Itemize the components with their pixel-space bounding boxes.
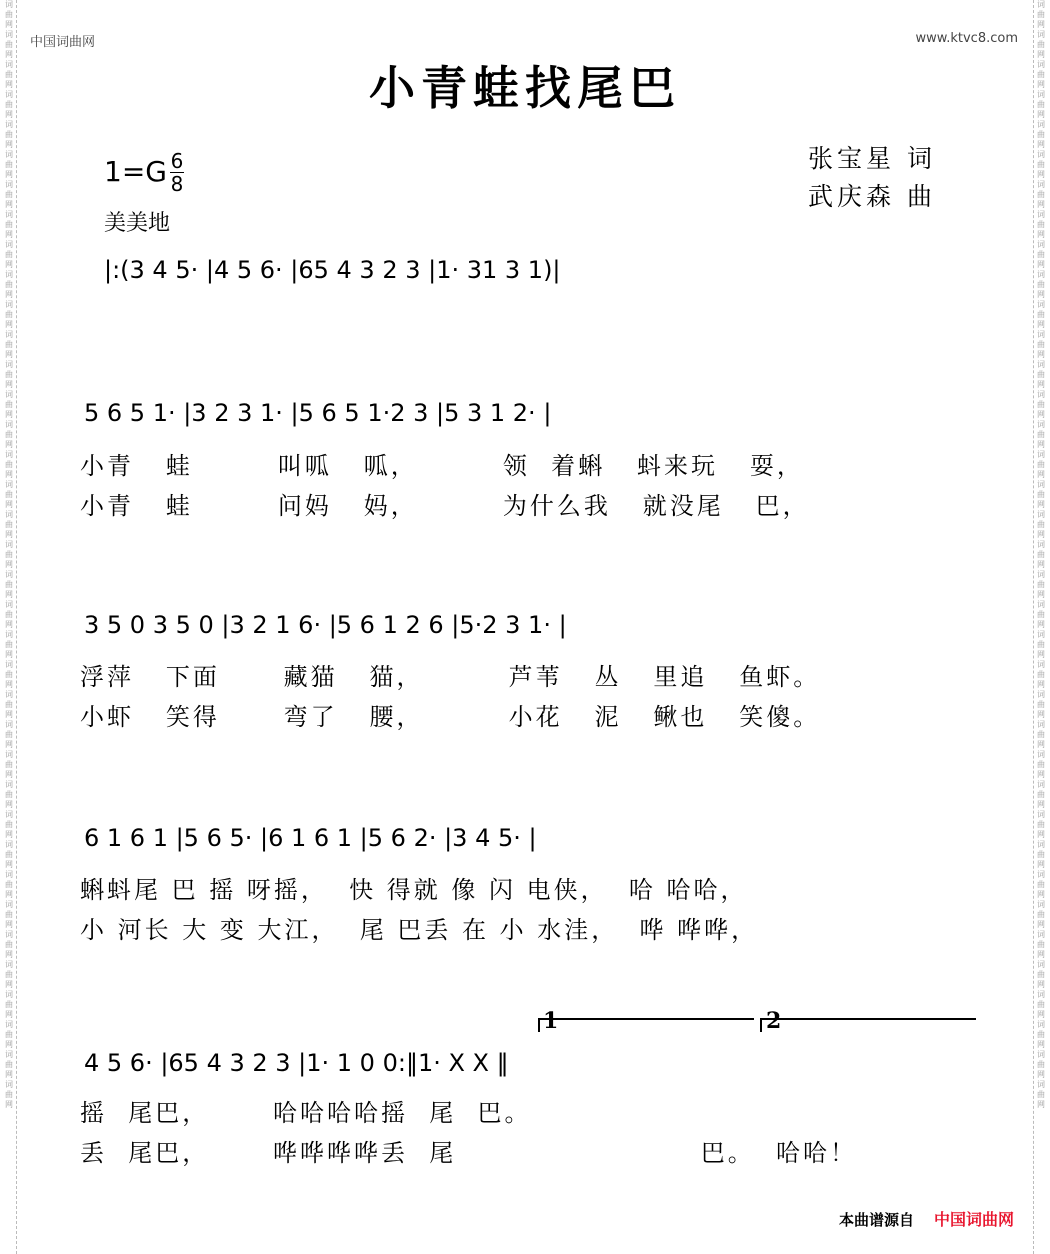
notation-line: 4 5 6· |65 4 3 2 3 |1· 1 0 0:‖1· X X ‖ — [84, 1049, 509, 1077]
footer-brand[interactable]: 中国词曲网 — [933, 1210, 1014, 1229]
notation-line: 5 6 5 1· |3 2 3 1· |5 6 5 1·2 3 |5 3 1 2· | — [84, 399, 552, 427]
notation-line: |:(3 4 5· |4 5 6· |65 4 3 2 3 |1· 31 3 1)| — [104, 256, 561, 284]
notation-line: 3 5 0 3 5 0 |3 2 1 6· |5 6 1 2 6 |5·2 3 1· | — [84, 611, 567, 639]
site-name: 中国词曲网 — [30, 35, 96, 50]
volta-1-number: 1 — [543, 1008, 559, 1034]
tempo-marking: 美美地 — [104, 211, 171, 236]
lyric-verse-1: 摇 尾巴， 哈哈哈哈摇 尾 巴。 — [80, 1099, 532, 1127]
lyric-verse-2: 小虾 笑得 弯了 腰， 小花 泥 鳅也 笑傻。 — [80, 703, 821, 731]
volta-2-number: 2 — [766, 1008, 782, 1034]
lyric-verse-2: 小青 蛙 问妈 妈， 为什么我 就没尾 巴， — [80, 492, 810, 520]
credits — [808, 140, 936, 216]
time-signature-bottom: 8 — [170, 172, 184, 196]
time-signature — [170, 150, 184, 195]
volta-2-bracket-start — [760, 1018, 762, 1032]
composer: 武庆森 曲 — [808, 182, 936, 211]
side-watermark-left: 词曲网词曲网词曲网词曲网词曲网词曲网词曲网词曲网词曲网词曲网词曲网词曲网词曲网词曲网词曲网词曲网词曲网词曲网词曲网词曲网词曲网词曲网词曲网词曲网词曲网词曲网词曲网词曲网词曲网词曲网词曲网词曲网词曲网词曲网词曲网词曲网词曲网 — [2, 0, 17, 1254]
song-title: 小青蛙找尾巴 — [369, 61, 681, 115]
lyric-verse-2: 丢 尾巴， 哗哗哗哗丢 尾 巴。 哈哈！ — [80, 1139, 858, 1167]
side-watermark-right: 词曲网词曲网词曲网词曲网词曲网词曲网词曲网词曲网词曲网词曲网词曲网词曲网词曲网词曲网词曲网词曲网词曲网词曲网词曲网词曲网词曲网词曲网词曲网词曲网词曲网词曲网词曲网词曲网词曲网词曲网词曲网词曲网词曲网词曲网词曲网词曲网词曲网 — [1033, 0, 1048, 1254]
site-url: www.ktvc8.com — [915, 31, 1018, 46]
notation-line: 6 1 6 1 |5 6 5· |6 1 6 1 |5 6 2· |3 4 5· | — [84, 824, 537, 852]
time-signature-top: 6 — [170, 149, 184, 173]
footer-source — [839, 1207, 1014, 1230]
volta-1-bracket-line — [538, 1018, 754, 1020]
lyric-verse-2: 小 河长 大 变 大江， 尾 巴丢 在 小 水洼， 哗 哗哗， — [80, 916, 759, 944]
lyricist: 张宝星 词 — [808, 144, 936, 173]
footer-source-label: 本曲谱源自 — [838, 1211, 914, 1229]
lyric-verse-1: 蝌蚪尾 巴 摇 呀摇， 快 得就 像 闪 电侠， 哈 哈哈， — [80, 876, 748, 904]
volta-2-bracket-line — [760, 1018, 976, 1020]
lyric-verse-1: 小青 蛙 叫呱 呱， 领 着蝌 蚪来玩 耍， — [80, 452, 804, 480]
volta-1-bracket-start — [538, 1018, 540, 1032]
key-signature: 1=G — [104, 155, 167, 188]
lyric-verse-1: 浮萍 下面 藏猫 猫， 芦苇 丛 里追 鱼虾。 — [80, 663, 821, 691]
